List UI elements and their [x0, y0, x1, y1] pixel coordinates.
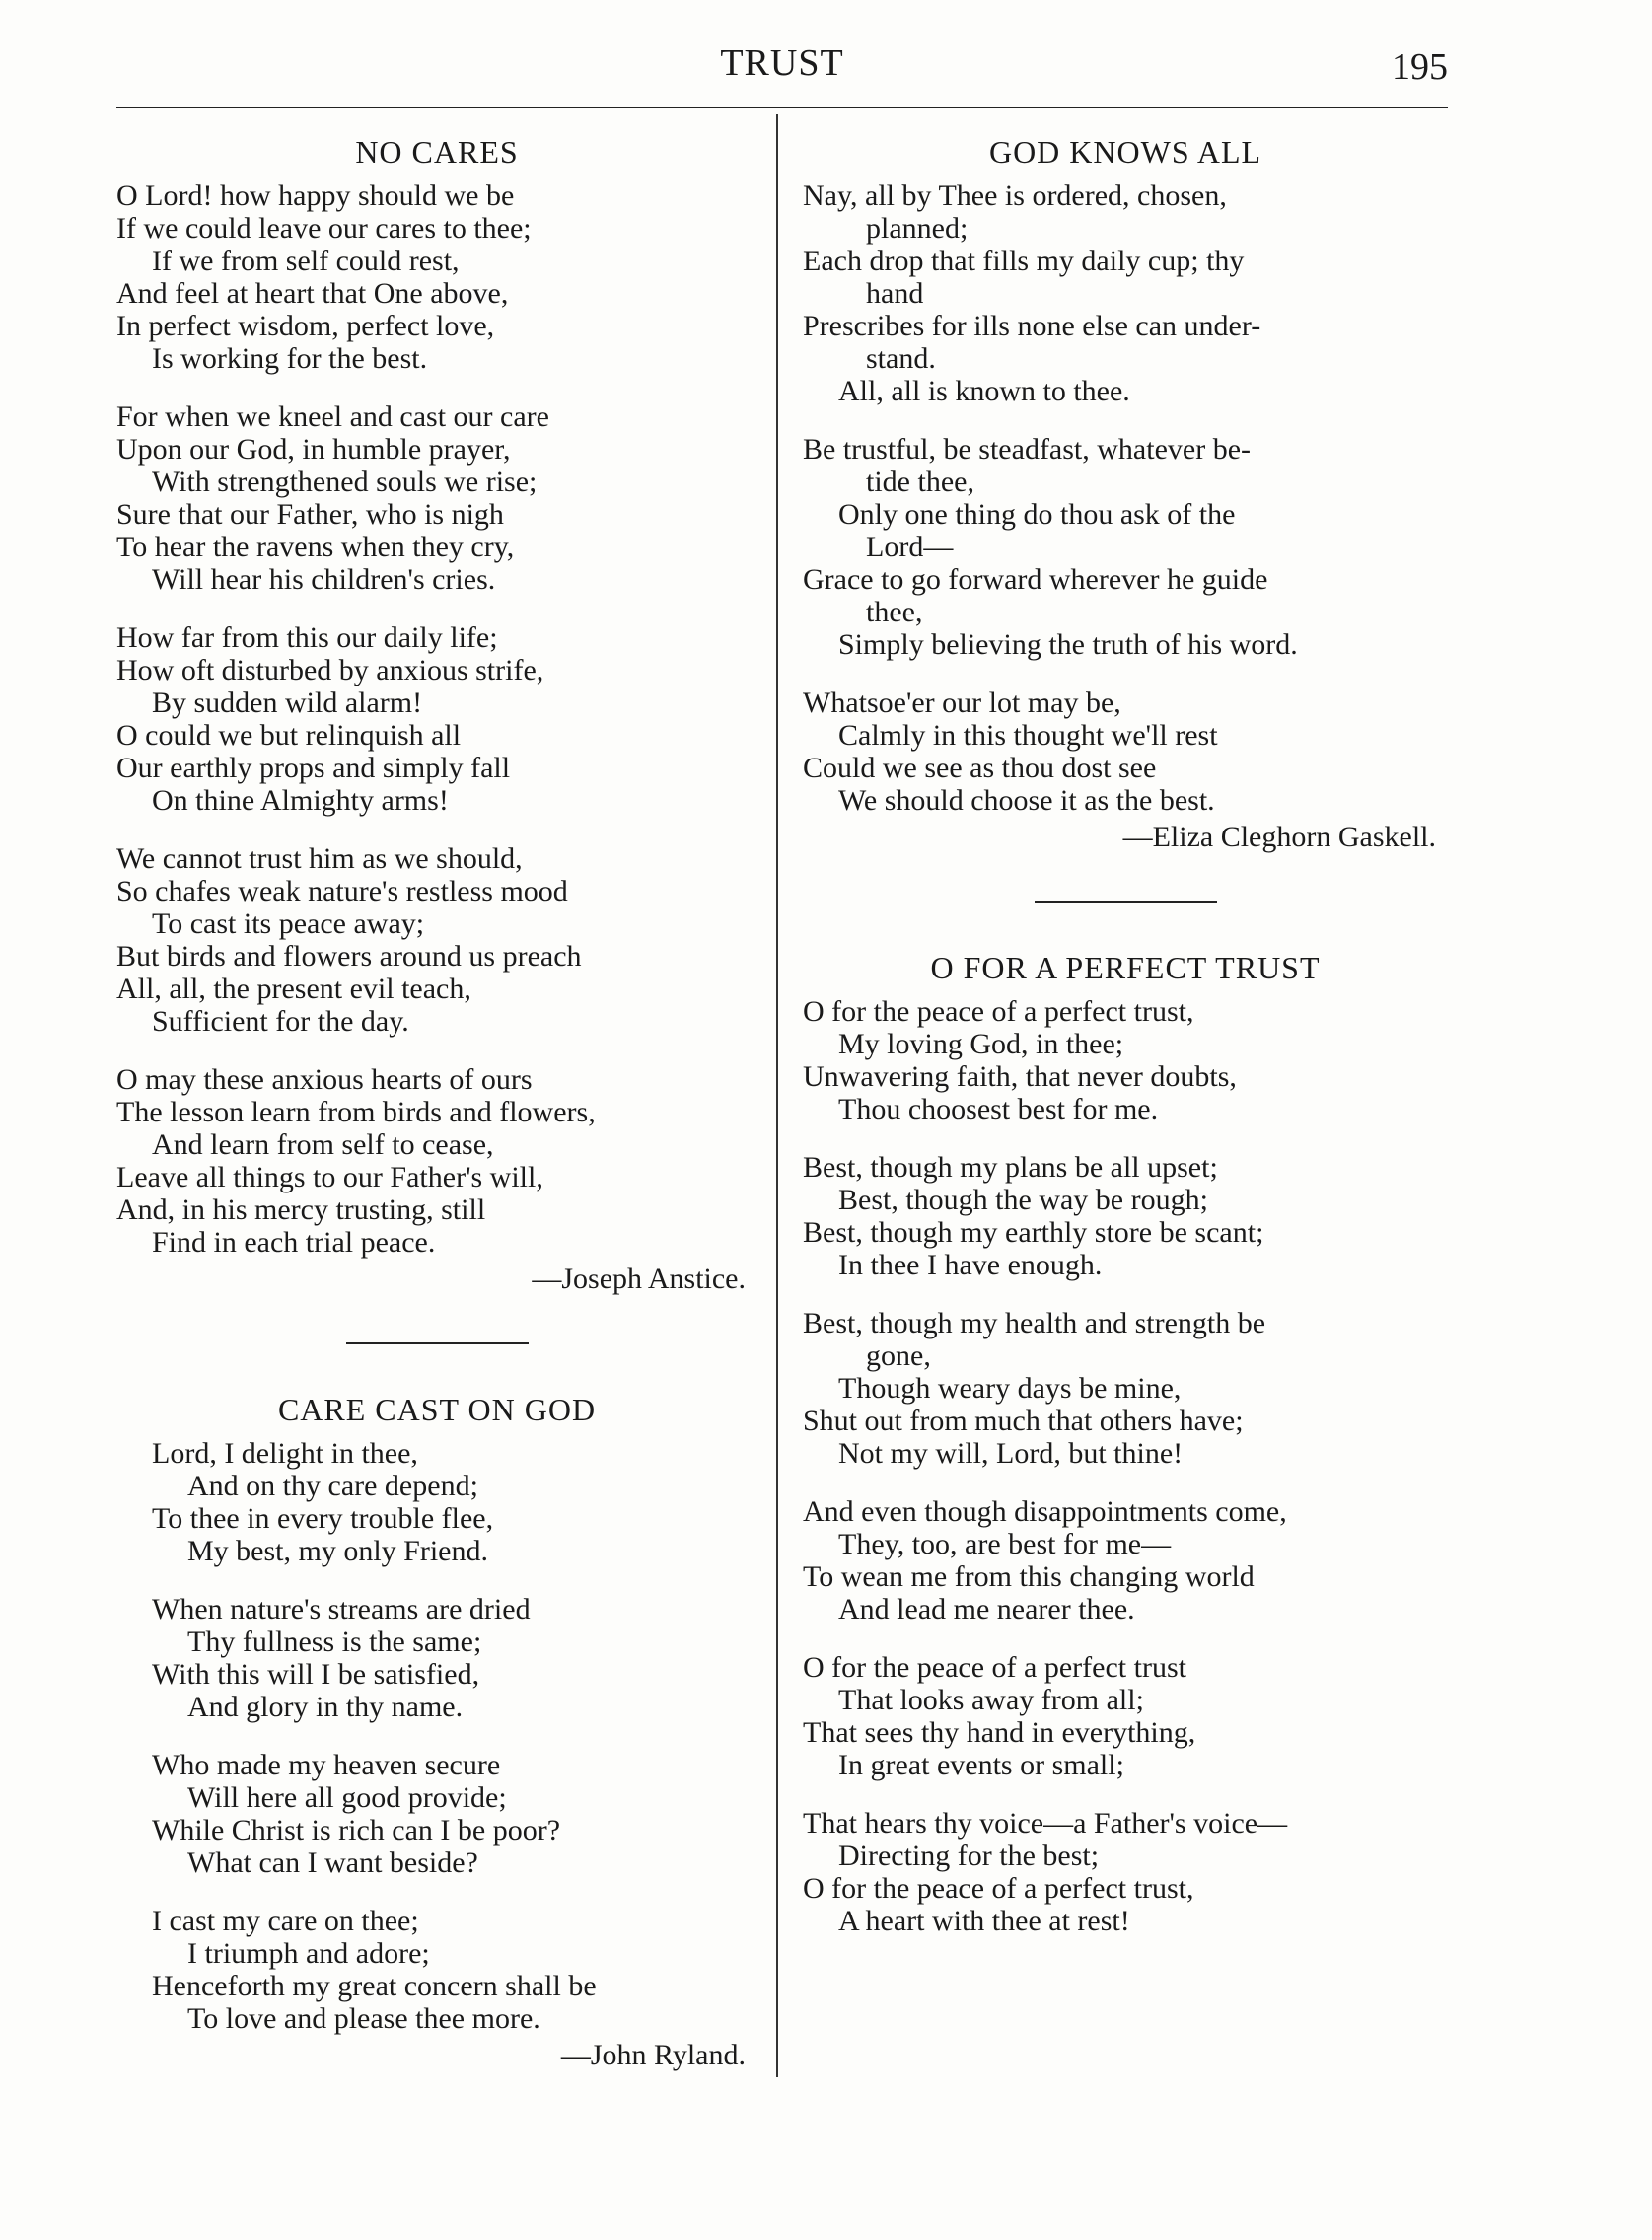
verse-line: While Christ is rich can I be poor? — [152, 1814, 561, 1846]
stanza — [116, 1437, 757, 1567]
stanza — [116, 621, 757, 817]
stanza — [803, 686, 1448, 817]
verse-line: We should choose it as the best. — [838, 784, 1215, 817]
verse-line: That hears thy voice—a Father's voice— — [803, 1807, 1288, 1840]
verse-line: Sure that our Father, who is nigh — [116, 498, 504, 531]
verse-line: To wean me from this changing world — [803, 1560, 1255, 1593]
poem-title: GOD KNOWS ALL — [988, 134, 1262, 170]
verse-line: When nature's streams are dried — [152, 1593, 531, 1626]
verse-line: How oft disturbed by anxious strife, — [116, 654, 544, 686]
running-title: TRUST — [720, 42, 844, 84]
verse-line: Calmly in this thought we'll rest — [838, 719, 1218, 752]
verse-line: For when we kneel and cast our care — [116, 400, 549, 433]
verse-line: And, in his mercy trusting, still — [116, 1193, 486, 1226]
verse-line: In perfect wisdom, perfect love, — [116, 310, 495, 342]
verse-line: Best, though my health and strength be — [803, 1307, 1266, 1339]
verse-line: All, all, the present evil teach, — [116, 973, 471, 1005]
verse-line: If we from self could rest, — [152, 245, 460, 277]
verse-line: And learn from self to cease, — [152, 1128, 494, 1161]
verse-line: Henceforth my great concern shall be — [152, 1970, 597, 2002]
verse-line: Will hear his children's cries. — [152, 563, 496, 596]
verse-line: Best, though my earthly store be scant; — [803, 1216, 1264, 1249]
poem-author: —Eliza Cleghorn Gaskell. — [1122, 821, 1436, 853]
poem-separator — [346, 1342, 529, 1344]
stanza — [803, 995, 1448, 1125]
verse-line: Nay, all by Thee is ordered, chosen, — [803, 180, 1227, 212]
verse-line: planned; — [866, 212, 969, 245]
verse-line: I triumph and adore; — [187, 1937, 430, 1970]
right-column — [803, 118, 1448, 1963]
verse-line: By sudden wild alarm! — [152, 686, 423, 719]
verse-line: tide thee, — [866, 466, 974, 498]
verse-line: Lord, I delight in thee, — [152, 1437, 418, 1470]
verse-line: In great events or small; — [838, 1749, 1124, 1781]
page-number: 195 — [1392, 46, 1448, 88]
verse-line: With this will I be satisfied, — [152, 1658, 480, 1691]
header-rule — [116, 107, 1448, 108]
verse-line: O for the peace of a perfect trust, — [803, 1872, 1194, 1905]
verse-line: Who made my heaven secure — [152, 1749, 501, 1781]
stanza — [803, 1151, 1448, 1281]
stanza — [116, 1749, 757, 1879]
verse-line: Sufficient for the day. — [152, 1005, 409, 1038]
verse-line: To cast its peace away; — [152, 907, 425, 940]
verse-line: Though weary days be mine, — [838, 1372, 1182, 1405]
poem — [803, 132, 1448, 853]
verse-line: On thine Almighty arms! — [152, 784, 449, 817]
verse-line: The lesson learn from birds and flowers, — [116, 1096, 596, 1128]
running-head — [116, 41, 1448, 101]
verse-line: My best, my only Friend. — [187, 1535, 488, 1567]
poem — [116, 132, 757, 1295]
stanza — [803, 1495, 1448, 1626]
verse-line: To hear the ravens when they cry, — [116, 531, 515, 563]
verse-line: Whatsoe'er our lot may be, — [803, 686, 1121, 719]
verse-line: To love and please thee more. — [187, 2002, 540, 2035]
verse-line: And feel at heart that One above, — [116, 277, 509, 310]
stanza — [116, 1905, 757, 2035]
verse-line: That looks away from all; — [838, 1684, 1144, 1716]
verse-line: Grace to go forward wherever he guide — [803, 563, 1268, 596]
verse-line: Upon our God, in humble prayer, — [116, 433, 511, 466]
poem-title: O FOR A PERFECT TRUST — [930, 950, 1321, 985]
verse-line: Each drop that fills my daily cup; thy — [803, 245, 1245, 277]
verse-line: Is working for the best. — [152, 342, 428, 375]
left-column — [116, 118, 757, 2071]
stanza — [116, 842, 757, 1038]
verse-line: Shut out from much that others have; — [803, 1405, 1244, 1437]
stanza — [803, 1807, 1448, 1937]
stanza — [116, 1063, 757, 1259]
verse-line: My loving God, in thee; — [838, 1028, 1124, 1060]
stanza — [116, 180, 757, 375]
verse-line: And on thy care depend; — [187, 1470, 478, 1502]
verse-line: Unwavering faith, that never doubts, — [803, 1060, 1237, 1093]
poem-author: —Joseph Anstice. — [532, 1263, 746, 1295]
poem — [803, 948, 1448, 1937]
verse-line: Best, though the way be rough; — [838, 1184, 1208, 1216]
poem — [116, 1390, 757, 2071]
verse-line: Be trustful, be steadfast, whatever be- — [803, 433, 1251, 466]
verse-line: Not my will, Lord, but thine! — [838, 1437, 1184, 1470]
verse-line: O could we but relinquish all — [116, 719, 462, 752]
verse-line: Prescribes for ills none else can under- — [803, 310, 1261, 342]
verse-line: All, all is known to thee. — [838, 375, 1130, 407]
stanza — [803, 1307, 1448, 1470]
verse-line: thee, — [866, 596, 923, 628]
poem-title: NO CARES — [355, 134, 519, 170]
verse-line: And even though disappointments come, — [803, 1495, 1287, 1528]
verse-line: How far from this our daily life; — [116, 621, 498, 654]
verse-line: And lead me nearer thee. — [838, 1593, 1135, 1626]
verse-line: O for the peace of a perfect trust — [803, 1651, 1186, 1684]
verse-line: I cast my care on thee; — [152, 1905, 419, 1937]
verse-line: O Lord! how happy should we be — [116, 180, 515, 212]
poem-title: CARE CAST ON GOD — [277, 1392, 597, 1427]
poem-author: —John Ryland. — [560, 2039, 746, 2071]
verse-line: With strengthened souls we rise; — [152, 466, 538, 498]
stanza — [803, 180, 1448, 407]
verse-line: O may these anxious hearts of ours — [116, 1063, 533, 1096]
verse-line: Will here all good provide; — [187, 1781, 507, 1814]
verse-line: And glory in thy name. — [187, 1691, 464, 1723]
stanza — [803, 1651, 1448, 1781]
verse-line: Leave all things to our Father's will, — [116, 1161, 543, 1193]
verse-line: Best, though my plans be all upset; — [803, 1151, 1218, 1184]
verse-line: Lord— — [866, 531, 954, 563]
verse-line: They, too, are best for me— — [838, 1528, 1172, 1560]
verse-line: If we could leave our cares to thee; — [116, 212, 532, 245]
verse-line: Could we see as thou dost see — [803, 752, 1157, 784]
verse-line: Find in each trial peace. — [152, 1226, 436, 1259]
verse-line: A heart with thee at rest! — [838, 1905, 1130, 1937]
stanza — [116, 1593, 757, 1723]
poem-separator — [1035, 901, 1217, 903]
verse-line: Directing for the best; — [838, 1840, 1100, 1872]
verse-line: Our earthly props and simply fall — [116, 752, 511, 784]
stanza — [116, 400, 757, 596]
column-divider — [776, 114, 778, 2077]
stanza — [803, 433, 1448, 661]
verse-line: Thou choosest best for me. — [838, 1093, 1159, 1125]
verse-line: O for the peace of a perfect trust, — [803, 995, 1194, 1028]
verse-line: But birds and flowers around us preach — [116, 940, 582, 973]
verse-line: What can I want beside? — [187, 1846, 478, 1879]
verse-line: To thee in every trouble flee, — [152, 1502, 494, 1535]
verse-line: That sees thy hand in everything, — [803, 1716, 1196, 1749]
verse-line: Simply believing the truth of his word. — [838, 628, 1298, 661]
verse-line: So chafes weak nature's restless mood — [116, 875, 568, 907]
verse-line: We cannot trust him as we should, — [116, 842, 523, 875]
verse-line: In thee I have enough. — [838, 1249, 1103, 1281]
verse-line: hand — [866, 277, 924, 310]
verse-line: Only one thing do thou ask of the — [838, 498, 1236, 531]
verse-line: stand. — [866, 342, 936, 375]
verse-line: Thy fullness is the same; — [187, 1626, 482, 1658]
verse-line: gone, — [866, 1339, 931, 1372]
